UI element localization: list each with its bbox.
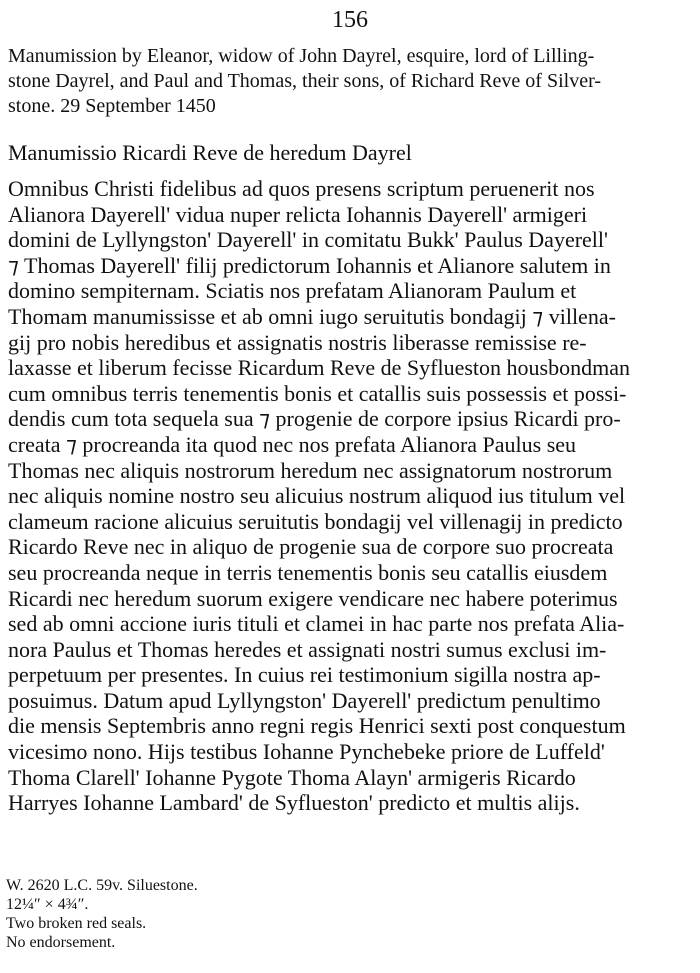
text-line: nora Paulus et Thomas heredes et assignati nostri sumus exclusi im- xyxy=(8,636,607,662)
text-line: dendis cum tota sequela sua ⁊ progenie de corpore ipsius Ricardi pro- xyxy=(8,406,621,432)
note-line: No endorsement. xyxy=(6,934,116,951)
text-line: nec aliquis nomine nostro seu alicuius nostrum aliquod ius titulum vel xyxy=(8,483,626,509)
summary-line: stone. 29 September 1450 xyxy=(8,95,216,117)
text-line: cum omnibus terris tenementis bonis et catallis suis possessis et possi- xyxy=(8,380,627,406)
text-line: Alianora Dayerell' vidua nuper relicta Iohannis Dayerell' armigeri xyxy=(8,201,588,227)
text-line: vicesimo nono. Hijs testibus Iohanne Pynchebeke priore de Luffeld' xyxy=(8,739,605,765)
text-line: posuimus. Datum apud Lyllyngston' Dayerell' predictum penultimo xyxy=(8,687,601,713)
text-line: ⁊ Thomas Dayerell' filij predictorum Iohannis et Alianore salutem in xyxy=(8,252,611,278)
text-line: Thoma Clarell' Iohanne Pygote Thoma Alayn' armigeris Ricardo xyxy=(8,764,576,790)
summary-line: Manumission by Eleanor, widow of John Dayrel, esquire, lord of Lilling- xyxy=(8,45,595,67)
text-line: creata ⁊ procreanda ita quod nec nos prefata Alianora Paulus seu xyxy=(8,431,577,457)
page-number: 156 xyxy=(332,7,368,33)
text-line: Thomas nec aliquis nostrorum heredum nec assignatorum nostrorum xyxy=(8,457,613,483)
text-line: Thomam manumississe et ab omni iugo seruitutis bondagij ⁊ villena- xyxy=(8,303,616,329)
charter-text xyxy=(8,176,692,816)
text-line: sed ab omni accione iuris tituli et clamei in hac parte nos prefata Alia- xyxy=(8,611,625,637)
text-line: domino sempiternam. Sciatis nos prefatam Alianoram Paulum et xyxy=(8,278,577,304)
note-line: W. 2620 L.C. 59v. Siluestone. xyxy=(6,877,198,894)
text-line: die mensis Septembris anno regni regis Henrici sexti post conquestum xyxy=(8,713,626,739)
text-line: gij pro nobis heredibus et assignatis nostris liberasse remissise re- xyxy=(8,329,587,355)
note-line: Two broken red seals. xyxy=(6,915,147,932)
text-line: clameum racione alicuius seruitutis bondagij vel villenagij in predicto xyxy=(8,508,623,534)
text-line: Ricardi nec heredum suorum exigere vendicare nec habere poterimus xyxy=(8,585,618,611)
text-line: Ricardo Reve nec in aliquo de progenie sua de corpore suo procreata xyxy=(8,534,614,560)
text-line: seu procreanda neque in terris tenementis bonis seu catallis eiusdem xyxy=(8,559,608,585)
text-line: Omnibus Christi fidelibus ad quos presens scriptum peruenerit nos xyxy=(8,176,595,201)
note-line: 12¼″ × 4¾″. xyxy=(6,896,89,913)
document-title: Manumissio Ricardi Reve de heredum Dayrel xyxy=(8,140,412,165)
charter-summary xyxy=(8,44,692,119)
text-line: perpetuum per presentes. In cuius rei testimonium sigilla nostra ap- xyxy=(8,662,601,688)
text-line: Harryes Iohanne Lambard' de Syflueston' predicto et multis alijs. xyxy=(8,790,580,816)
text-line: domini de Lyllyngston' Dayerell' in comitatu Bukk' Paulus Dayerell' xyxy=(8,227,608,253)
archival-notes xyxy=(6,876,690,952)
text-line: laxasse et liberum fecisse Ricardum Reve de Syflueston housbondman xyxy=(8,355,630,381)
summary-line: stone Dayrel, and Paul and Thomas, their sons, of Richard Reve of Silver- xyxy=(8,70,601,92)
